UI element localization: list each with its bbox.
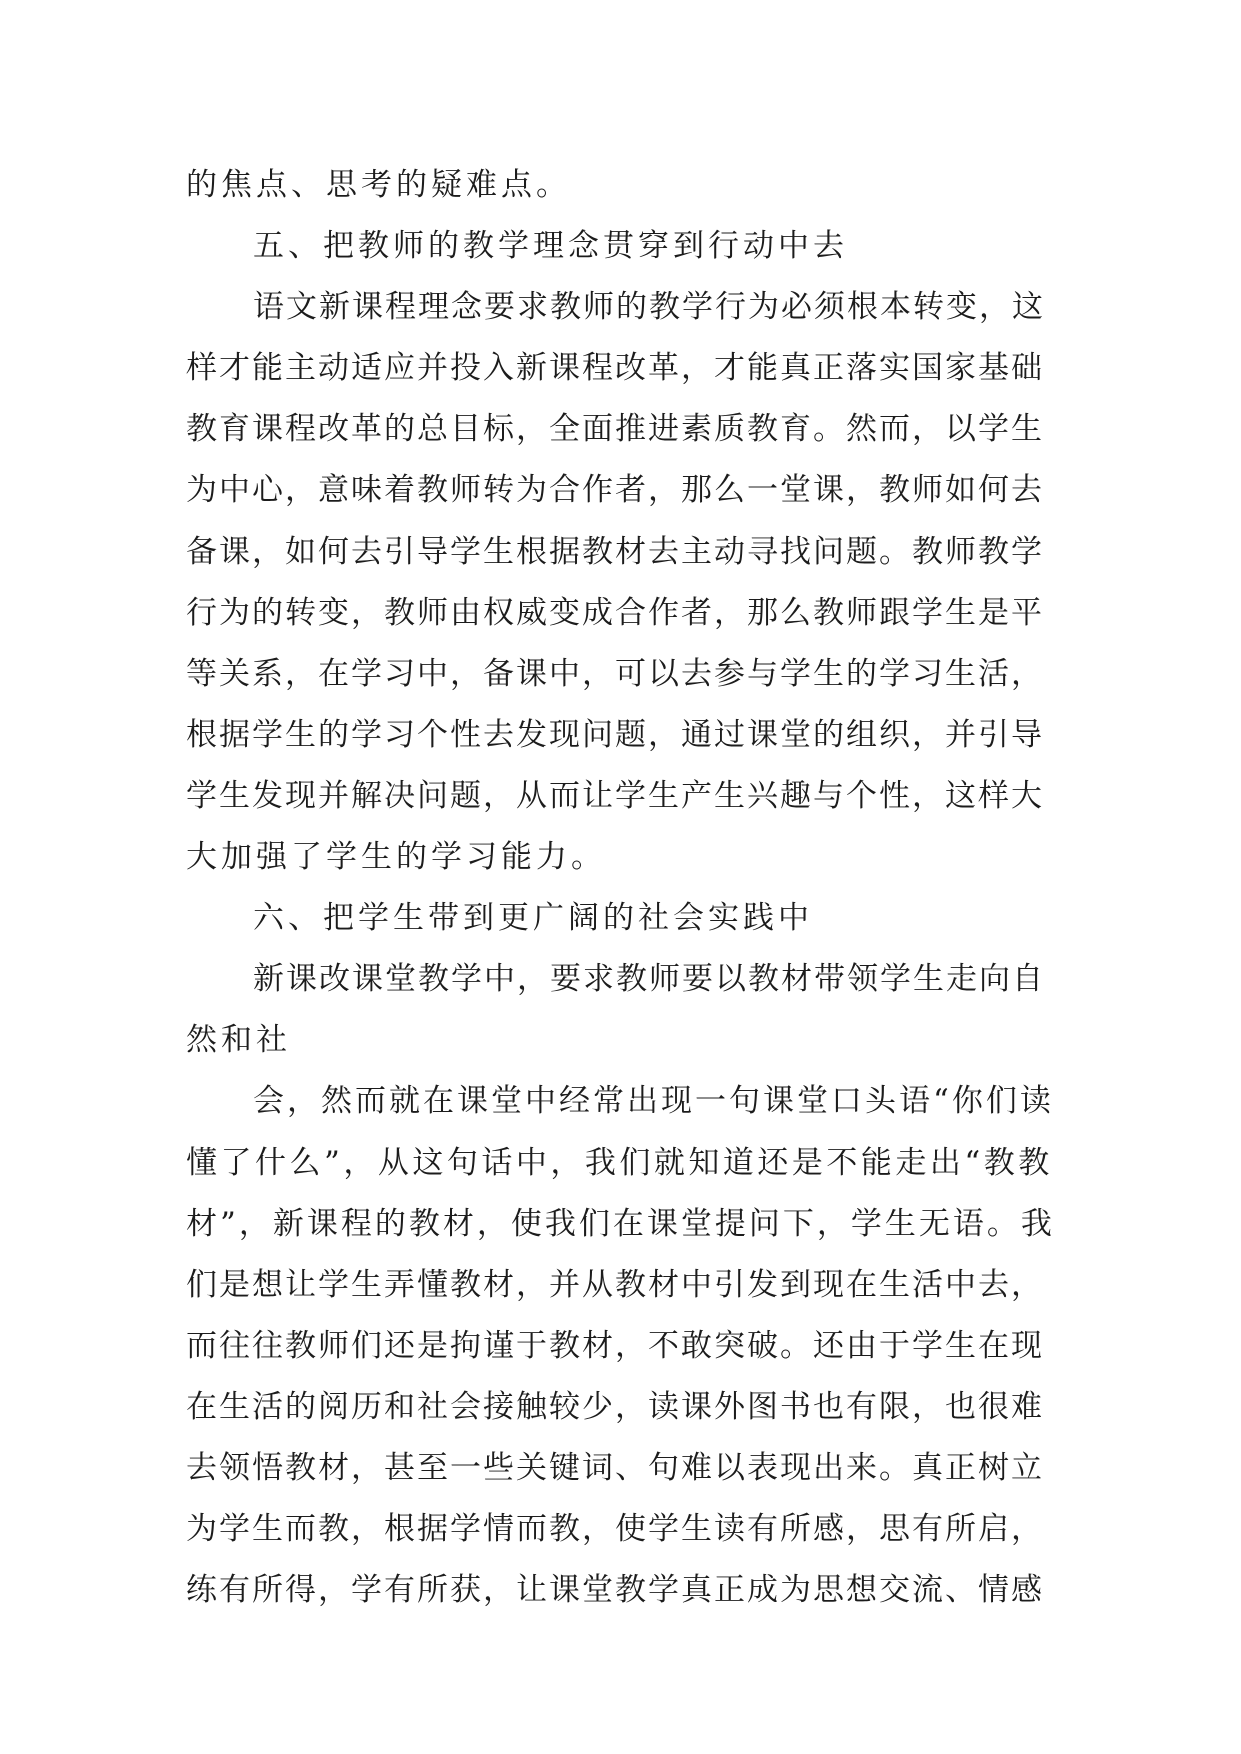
- text-line: 备课，如何去引导学生根据教材去主动寻找问题。教师教学: [186, 533, 1044, 570]
- text-line: 会，然而就在课堂中经常出现一句课堂口头语“你们读: [253, 1083, 1054, 1120]
- text-line: 在生活的阅历和社会接触较少，读课外图书也有限，也很难: [186, 1388, 1044, 1425]
- text-line: 材”，新课程的教材，使我们在课堂提问下，学生无语。我: [186, 1205, 1055, 1242]
- text-line: 教育课程改革的总目标，全面推进素质教育。然而，以学生: [186, 411, 1044, 448]
- text-line: 根据学生的学习个性去发现问题，通过课堂的组织，并引导: [186, 716, 1044, 753]
- text-line: 的焦点、思考的疑难点。: [186, 167, 571, 203]
- text-line: 等关系，在学习中，备课中，可以去参与学生的学习生活，: [186, 655, 1044, 692]
- text-line: 然和社: [186, 1022, 291, 1059]
- text-line: 练有所得，学有所获，让课堂教学真正成为思想交流、情感: [186, 1572, 1044, 1609]
- text-line: 去领悟教材，甚至一些关键词、句难以表现出来。真正树立: [186, 1449, 1044, 1486]
- text-line: 六、把学生带到更广阔的社会实践中: [253, 900, 813, 937]
- text-line: 大加强了学生的学习能力。: [186, 839, 606, 876]
- text-line: 样才能主动适应并投入新课程改革，才能真正落实国家基础: [186, 350, 1044, 387]
- text-line: 学生发现并解决问题，从而让学生产生兴趣与个性，这样大: [186, 777, 1044, 814]
- text-line: 懂了什么”，从这句话中，我们就知道还是不能走出“教教: [186, 1144, 1053, 1181]
- text-line: 行为的转变，教师由权威变成合作者，那么教师跟学生是平: [186, 594, 1044, 631]
- text-line: 们是想让学生弄懂教材，并从教材中引发到现在生活中去，: [186, 1266, 1044, 1303]
- text-line: 为学生而教，根据学情而教，使学生读有所感，思有所启，: [186, 1511, 1044, 1548]
- body-text: [186, 155, 1056, 1621]
- text-line: 而往往教师们还是拘谨于教材，不敢突破。还由于学生在现: [186, 1327, 1044, 1364]
- text-line: 五、把教师的教学理念贯穿到行动中去: [253, 228, 848, 265]
- text-line: 语文新课程理念要求教师的教学行为必须根本转变，这: [253, 289, 1045, 326]
- text-line: 为中心，意味着教师转为合作者，那么一堂课，教师如何去: [186, 472, 1044, 509]
- text-line: 新课改课堂教学中，要求教师要以教材带领学生走向自: [253, 961, 1045, 998]
